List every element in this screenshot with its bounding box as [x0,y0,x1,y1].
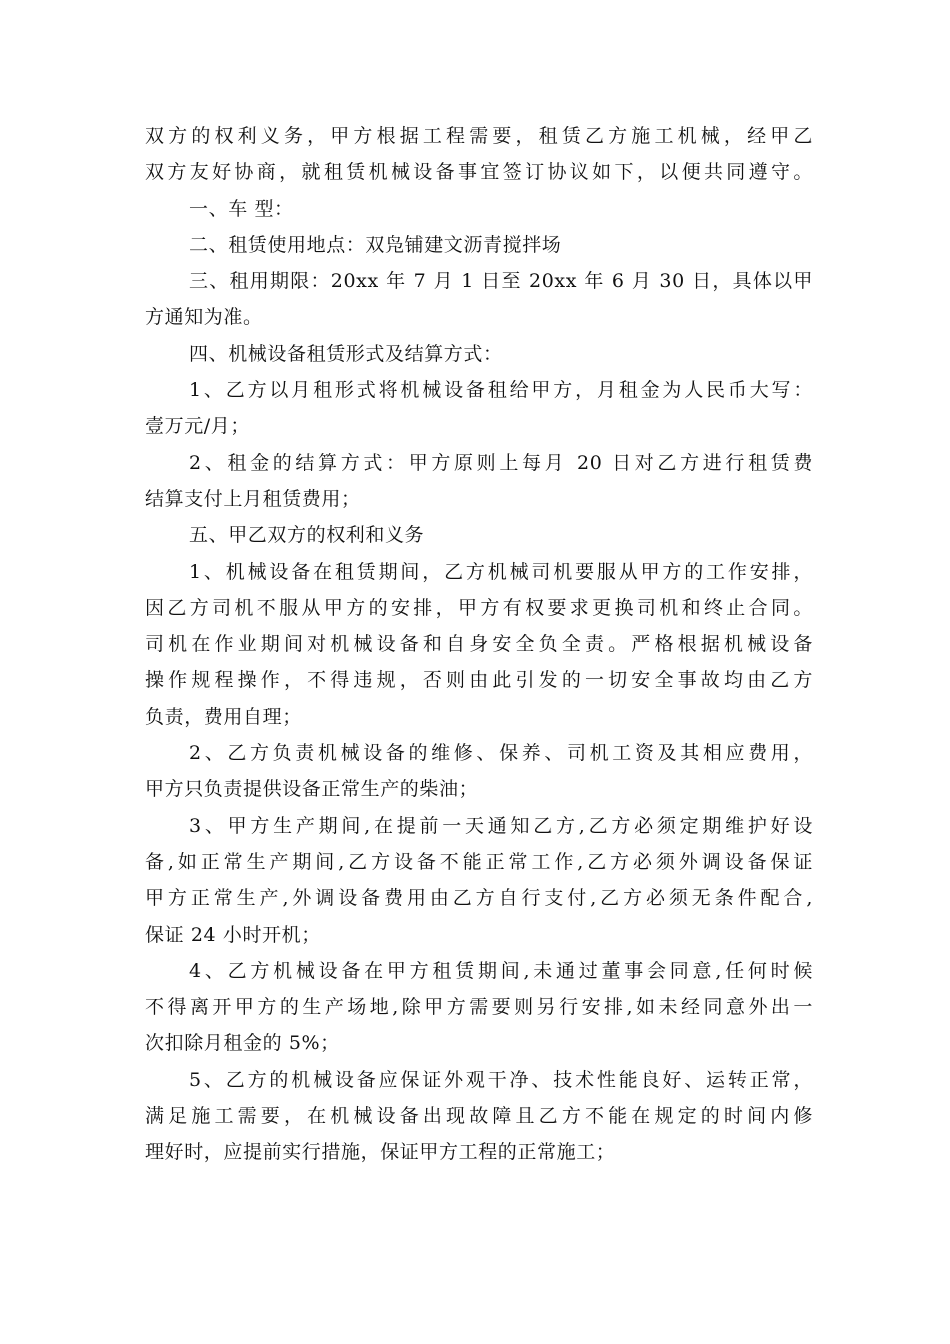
text-line: 甲方只负责提供设备正常生产的柴油； [145,778,479,801]
text-line: 双方友好协商，就租赁机械设备事宜签订协议如下，以便共同遵守。 [145,161,813,184]
text-line: 理好时，应提前实行措施，保证甲方工程的正常施工； [145,1141,616,1164]
clause-line: 2、乙方负责机械设备的维修、保养、司机工资及其相应费用， [189,742,813,765]
text-line: 壹万元/月； [145,415,251,438]
text-line: 司机在作业期间对机械设备和自身安全负全责。严格根据机械设备 [145,633,813,656]
text-line: 双方的权利义务，甲方根据工程需要，租赁乙方施工机械，经甲乙 [145,125,813,147]
section-heading-location: 二、租赁使用地点：双凫铺建文沥青搅拌场 [189,233,562,256]
clause-line: 3、甲方生产期间,在提前一天通知乙方,乙方必须定期维护好设 [189,814,813,837]
section-heading-rights: 五、甲乙双方的权利和义务 [189,524,425,547]
clause-line: 1、机械设备在租赁期间，乙方机械司机要服从甲方的工作安排， [189,560,813,583]
section-heading-payment: 四、机械设备租赁形式及结算方式： [189,342,503,365]
clause-line: 1、乙方以月租形式将机械设备租给甲方，月租金为人民币大写： [189,379,813,402]
clause-line: 4、乙方机械设备在甲方租赁期间,未通过董事会同意,任何时候 [189,959,813,982]
text-line: 负责，费用自理； [145,705,302,728]
text-line: 保证 24 小时开机； [145,923,321,946]
section-heading-vehicle-type: 一、车 型： [189,197,294,220]
section-heading-term: 三、租用期限：20xx 年 7 月 1 日至 20xx 年 6 月 30 日，具体以甲 [189,270,813,293]
text-line: 操作规程操作，不得违规，否则由此引发的一切安全事故均由乙方 [145,669,813,692]
clause-line: 5、乙方的机械设备应保证外观干净、技术性能良好、运转正常， [189,1068,813,1091]
text-line: 因乙方司机不服从甲方的安排，甲方有权要求更换司机和终止合同。 [145,596,813,619]
text-line: 备,如正常生产期间,乙方设备不能正常工作,乙方必须外调设备保证 [145,850,813,873]
text-line: 满足施工需要，在机械设备出现故障且乙方不能在规定的时间内修 [145,1105,813,1128]
text-line: 方通知为准。 [145,306,263,329]
text-line: 不得离开甲方的生产场地,除甲方需要则另行安排,如未经同意外出一 [145,996,813,1019]
text-line: 甲方正常生产,外调设备费用由乙方自行支付,乙方必须无条件配合, [145,887,813,910]
document-body [145,118,813,1171]
text-line: 结算支付上月租赁费用； [145,487,361,510]
clause-line: 2、租金的结算方式：甲方原则上每月 20 日对乙方进行租赁费 [189,451,813,474]
text-line: 次扣除月租金的 5%； [145,1032,340,1055]
